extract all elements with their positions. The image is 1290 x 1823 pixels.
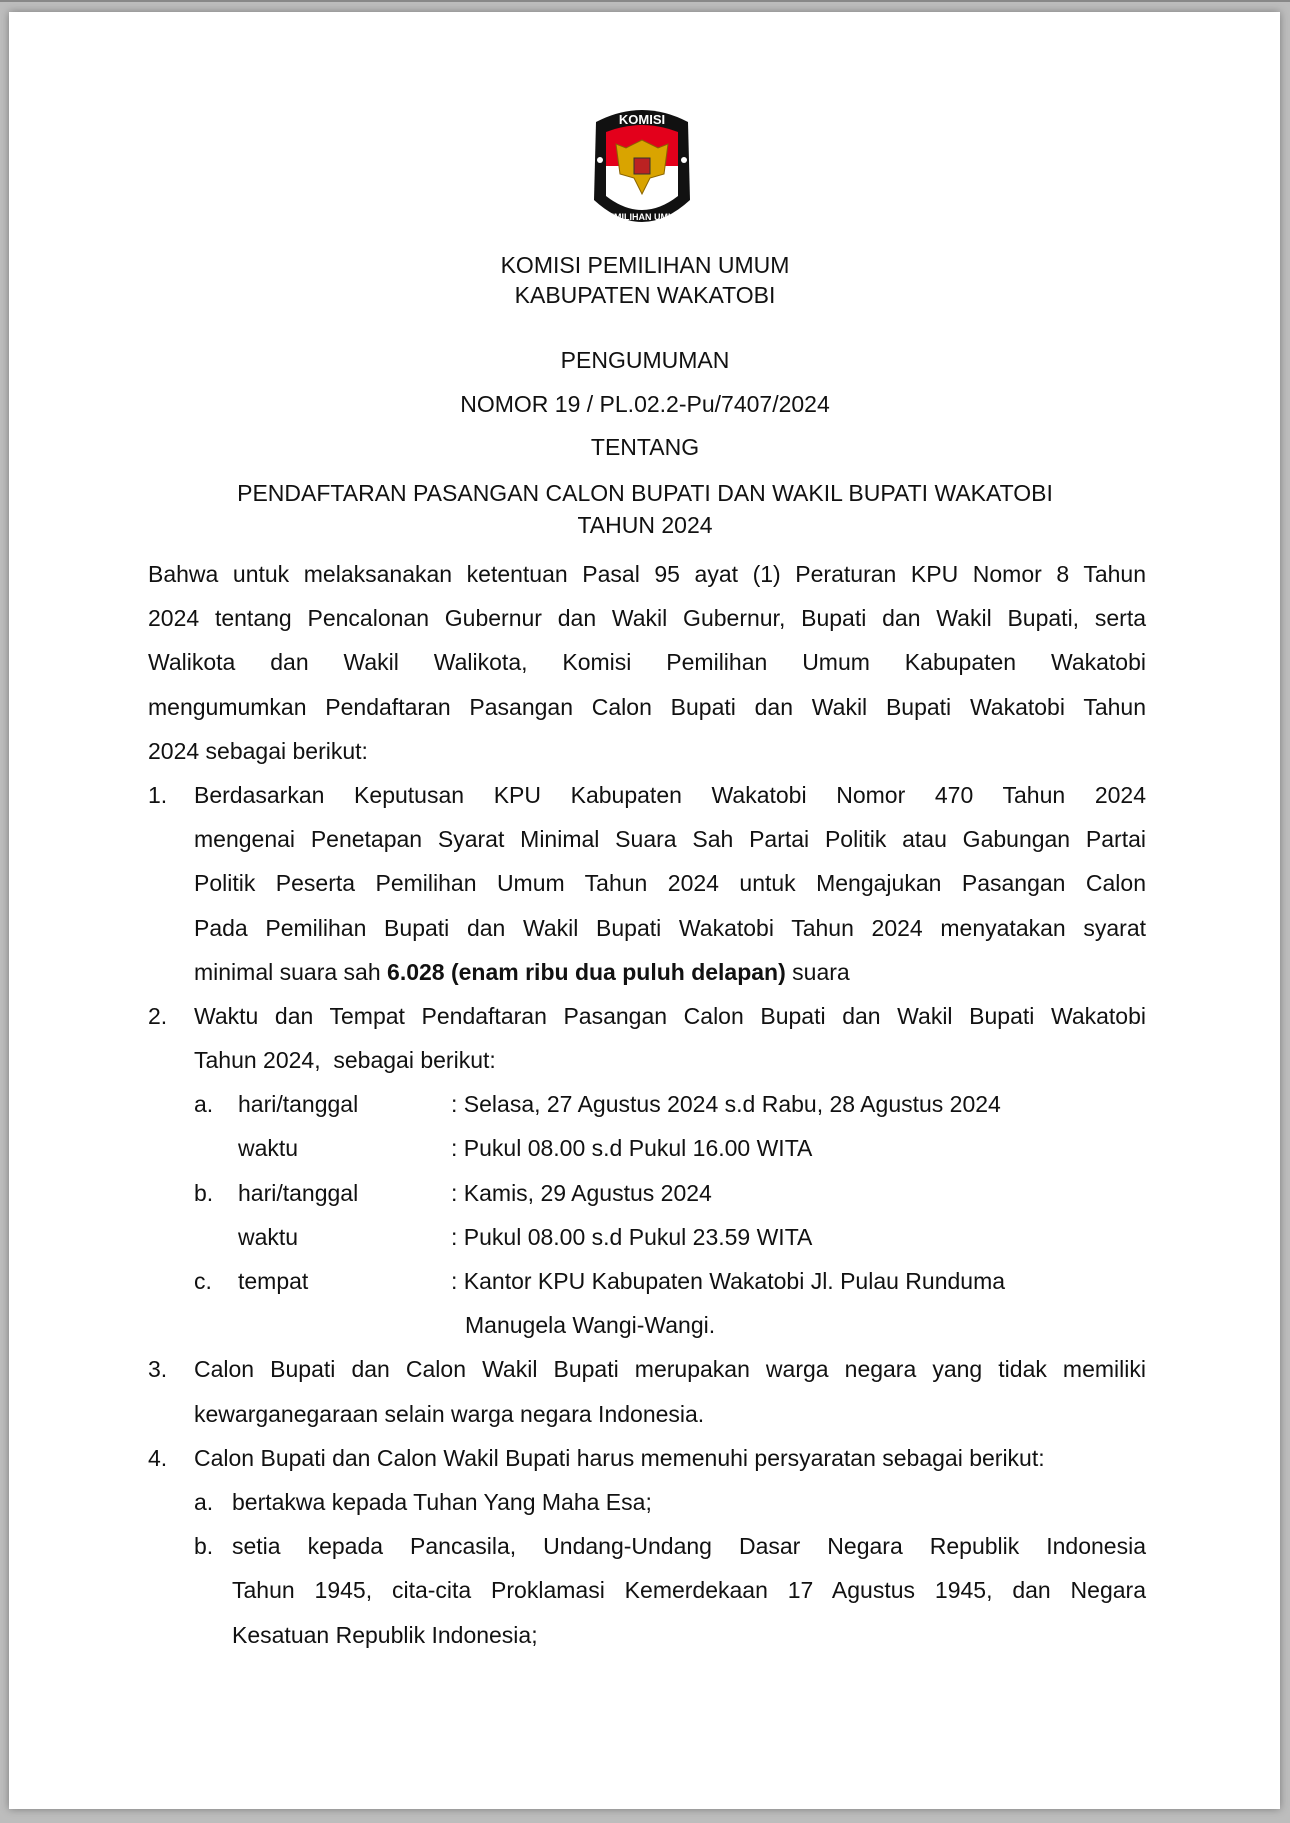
schedule-key: waktu — [238, 1223, 299, 1250]
sub-item-a — [148, 1480, 1146, 1524]
item-line: Calon Bupati dan Calon Wakil Bupati harus memenuhi persyaratan sebagai berikut: — [194, 1444, 1045, 1471]
doc-type: PENGUMUMAN — [560, 347, 730, 373]
intro-line: mengumumkan Pendaftaran Pasangan Calon Bupati dan Wakil Bupati Wakatobi Tahun — [148, 693, 1146, 720]
list-item-4 — [148, 1436, 1146, 1657]
min-votes-value: 6.028 (enam ribu dua puluh delapan) — [387, 958, 786, 985]
schedule-letter: c. — [194, 1268, 212, 1294]
schedule-key: hari/tanggal — [238, 1091, 359, 1118]
list-item-2 — [148, 994, 1146, 1348]
sub-letter: a. — [194, 1488, 214, 1515]
kpu-logo — [586, 104, 698, 230]
intro-line: 2024 sebagai berikut: — [148, 737, 368, 764]
item-line: Calon Bupati dan Calon Wakil Bupati merupakan warga negara yang tidak memiliki — [194, 1356, 1146, 1383]
schedule-key: tempat — [238, 1268, 309, 1294]
list-item-1 — [148, 773, 1146, 994]
svg-text:KOMISI: KOMISI — [618, 112, 666, 127]
schedule-row — [148, 1259, 1146, 1303]
schedule-row — [148, 1215, 1146, 1259]
min-votes-pre: minimal suara sah — [194, 958, 388, 985]
item-line: Politik Peserta Pemilihan Umum Tahun 2024 untuk Mengajukan Pasangan Calon — [194, 870, 1146, 897]
intro-line: Bahwa untuk melaksanakan ketentuan Pasal 95 ayat (1) Peraturan KPU Nomor 8 Tahun — [148, 561, 1146, 587]
schedule-row — [148, 1171, 1146, 1215]
schedule-key: hari/tanggal — [238, 1179, 359, 1206]
schedule-value: : Selasa, 27 Agustus 2024 s.d Rabu, 28 Agustus 2024 — [451, 1091, 1001, 1118]
item-line: Berdasarkan Keputusan KPU Kabupaten Wakatobi Nomor 470 Tahun 2024 — [194, 781, 1146, 808]
sub-line: setia kepada Pancasila, Undang-Undang Dasar Negara Republik Indonesia — [232, 1533, 1146, 1560]
item-line: Waktu dan Tempat Pendaftaran Pasangan Calon Bupati dan Wakil Bupati Wakatobi — [194, 1002, 1146, 1029]
schedule-value: Manugela Wangi-Wangi. — [465, 1312, 716, 1339]
doc-title-line2: TAHUN 2024 — [577, 512, 713, 538]
item-number: 3. — [148, 1356, 168, 1383]
org-name-line2: KABUPATEN WAKATOBI — [514, 282, 776, 308]
schedule-row — [148, 1126, 1146, 1170]
item-line: mengenai Penetapan Syarat Minimal Suara Sah Partai Politik atau Gabungan Partai — [194, 826, 1146, 853]
schedule-value: : Kamis, 29 Agustus 2024 — [451, 1179, 712, 1206]
sub-line: Kesatuan Republik Indonesia; — [232, 1621, 538, 1648]
doc-about: TENTANG — [590, 434, 700, 460]
item-number: 2. — [148, 1002, 168, 1029]
schedule-value: : Pukul 08.00 s.d Pukul 23.59 WITA — [451, 1223, 813, 1250]
doc-title-line1: PENDAFTARAN PASANGAN CALON BUPATI DAN WAKIL BUPATI WAKATOBI — [237, 480, 1053, 506]
sub-item-b — [148, 1524, 1146, 1657]
announcement-body — [148, 552, 1146, 1657]
intro-line: Walikota dan Wakil Walikota, Komisi Pemilihan Umum Kabupaten Wakatobi — [148, 649, 1146, 676]
schedule-letter: a. — [194, 1091, 214, 1118]
sub-line: bertakwa kepada Tuhan Yang Maha Esa; — [232, 1488, 652, 1515]
item-line: kewarganegaraan selain warga negara Indonesia. — [194, 1400, 705, 1427]
sub-line: Tahun 1945, cita-cita Proklamasi Kemerdekaan 17 Agustus 1945, dan Negara — [232, 1577, 1146, 1604]
schedule-row — [148, 1082, 1146, 1126]
svg-text:PEMILIHAN UMUM: PEMILIHAN UMUM — [602, 212, 682, 222]
item-line — [194, 950, 1146, 994]
list-item-3 — [148, 1347, 1146, 1435]
schedule-key: waktu — [238, 1135, 299, 1162]
item-number: 1. — [148, 781, 168, 808]
intro-line: 2024 tentang Pencalonan Gubernur dan Wakil Gubernur, Bupati dan Wakil Bupati, serta — [148, 605, 1146, 632]
schedule-row — [148, 1303, 1146, 1347]
min-votes-post: suara — [785, 958, 850, 985]
sub-letter: b. — [194, 1533, 214, 1560]
item-line: Pada Pemilihan Bupati dan Wakil Bupati Wakatobi Tahun 2024 menyatakan syarat — [194, 914, 1146, 941]
schedule-value: : Pukul 08.00 s.d Pukul 16.00 WITA — [451, 1135, 813, 1162]
schedule-letter: b. — [194, 1179, 214, 1206]
doc-number: NOMOR 19 / PL.02.2-Pu/7407/2024 — [460, 391, 830, 417]
item-number: 4. — [148, 1444, 168, 1471]
org-name-line1: KOMISI PEMILIHAN UMUM — [500, 252, 790, 278]
item-line: Tahun 2024, sebagai berikut: — [194, 1047, 496, 1074]
window-top-edge — [0, 0, 1290, 2]
schedule-value: : Kantor KPU Kabupaten Wakatobi Jl. Pulau Runduma — [451, 1268, 1006, 1294]
